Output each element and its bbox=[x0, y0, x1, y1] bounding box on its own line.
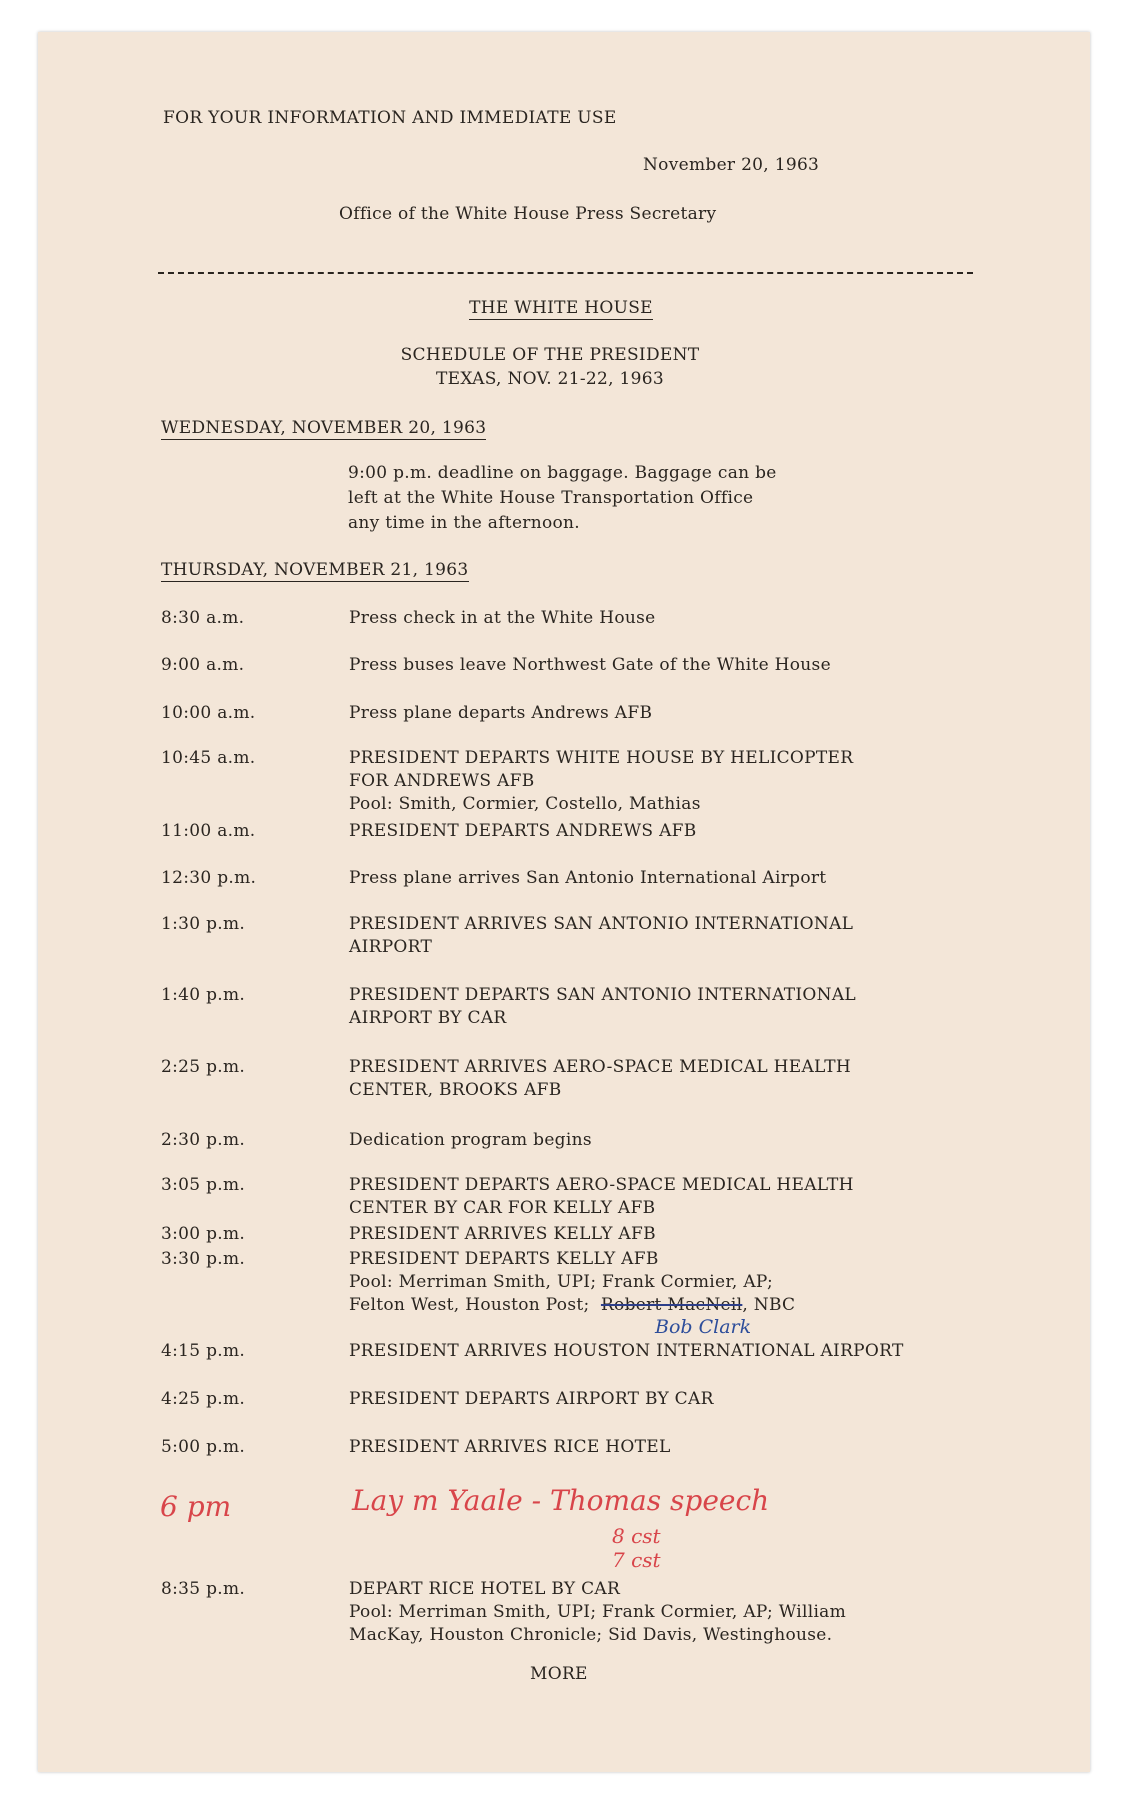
schedule-time: 4:25 p.m. bbox=[161, 1389, 246, 1409]
schedule-time: 1:40 p.m. bbox=[161, 985, 246, 1005]
schedule-event-line: PRESIDENT DEPARTS SAN ANTONIO INTERNATIONAL bbox=[349, 985, 857, 1005]
schedule-event-line: PRESIDENT DEPARTS AIRPORT BY CAR bbox=[349, 1389, 714, 1409]
schedule-event-line: Press check in at the White House bbox=[349, 608, 656, 628]
schedule-event-line: PRESIDENT DEPARTS ANDREWS AFB bbox=[349, 821, 697, 841]
schedule-time: 12:30 p.m. bbox=[161, 868, 257, 888]
schedule-event-line: Dedication program begins bbox=[349, 1130, 592, 1150]
schedule-event-line: PRESIDENT ARRIVES SAN ANTONIO INTERNATIONAL bbox=[349, 914, 854, 934]
schedule-event-line: PRESIDENT DEPARTS KELLY AFB bbox=[349, 1249, 659, 1269]
more-label: MORE bbox=[530, 1664, 588, 1684]
handwritten-tz-7: 7 cst bbox=[612, 1548, 661, 1572]
schedule-time: 3:30 p.m. bbox=[161, 1249, 246, 1269]
schedule-event-line: Pool: Smith, Cormier, Costello, Mathias bbox=[349, 794, 701, 814]
schedule-event-line: AIRPORT bbox=[349, 937, 433, 957]
org-heading: THE WHITE HOUSE bbox=[469, 298, 653, 318]
schedule-time: 3:05 p.m. bbox=[161, 1175, 246, 1195]
schedule-time: 8:35 p.m. bbox=[161, 1579, 246, 1599]
schedule-time: 3:00 p.m. bbox=[161, 1224, 246, 1244]
schedule-event-line: PRESIDENT ARRIVES RICE HOTEL bbox=[349, 1437, 671, 1457]
schedule-event-line: FOR ANDREWS AFB bbox=[349, 771, 535, 791]
dashed-divider bbox=[158, 272, 973, 274]
schedule-time: 2:25 p.m. bbox=[161, 1057, 246, 1077]
schedule-event-line: MacKay, Houston Chronicle; Sid Davis, Westinghouse. bbox=[349, 1625, 833, 1645]
schedule-event-line: AIRPORT BY CAR bbox=[349, 1008, 507, 1028]
schedule-event-line: PRESIDENT DEPARTS WHITE HOUSE BY HELICOPTER bbox=[349, 748, 854, 768]
schedule-event-line: CENTER BY CAR FOR KELLY AFB bbox=[349, 1198, 656, 1218]
handwritten-replacement-name: Bob Clark bbox=[655, 1316, 752, 1338]
schedule-time: 10:00 a.m. bbox=[161, 703, 256, 723]
schedule-event-line: Press plane arrives San Antonio International Airport bbox=[349, 868, 827, 888]
wednesday-note-line: left at the White House Transportation Office bbox=[348, 488, 754, 508]
org-heading-wrap bbox=[0, 298, 1122, 318]
schedule-time: 8:30 a.m. bbox=[161, 608, 245, 628]
schedule-subtitle: TEXAS, NOV. 21-22, 1963 bbox=[436, 369, 664, 389]
schedule-time: 9:00 a.m. bbox=[161, 655, 245, 675]
pool-line-prefix: Felton West, Houston Post; bbox=[349, 1295, 590, 1315]
handwritten-time: 6 pm bbox=[160, 1490, 232, 1523]
schedule-time: 2:30 p.m. bbox=[161, 1130, 246, 1150]
pool-line-suffix: , NBC bbox=[742, 1295, 796, 1315]
schedule-event-line: Pool: Merriman Smith, UPI; Frank Cormier, AP; bbox=[349, 1272, 774, 1292]
schedule-event-line: PRESIDENT DEPARTS AERO-SPACE MEDICAL HEALTH bbox=[349, 1175, 854, 1195]
notice-line: FOR YOUR INFORMATION AND IMMEDIATE USE bbox=[163, 108, 617, 128]
schedule-time: 5:00 p.m. bbox=[161, 1437, 246, 1457]
handwritten-tz-8: 8 cst bbox=[612, 1524, 661, 1548]
office-line: Office of the White House Press Secretary bbox=[339, 204, 717, 224]
schedule-event-line: PRESIDENT ARRIVES HOUSTON INTERNATIONAL AIRPORT bbox=[349, 1341, 904, 1361]
schedule-event-line: PRESIDENT ARRIVES AERO-SPACE MEDICAL HEALTH bbox=[349, 1057, 852, 1077]
thursday-heading: THURSDAY, NOVEMBER 21, 1963 bbox=[161, 560, 469, 580]
wednesday-note-line: any time in the afternoon. bbox=[348, 513, 580, 533]
schedule-event-line: Pool: Merriman Smith, UPI; Frank Cormier, AP; William bbox=[349, 1602, 847, 1622]
pool-line bbox=[349, 1295, 795, 1315]
schedule-time: 11:00 a.m. bbox=[161, 821, 256, 841]
schedule-event-line: CENTER, BROOKS AFB bbox=[349, 1080, 562, 1100]
schedule-event-line: Press plane departs Andrews AFB bbox=[349, 703, 653, 723]
document-date: November 20, 1963 bbox=[643, 155, 820, 175]
schedule-event-line: PRESIDENT ARRIVES KELLY AFB bbox=[349, 1224, 656, 1244]
wednesday-heading: WEDNESDAY, NOVEMBER 20, 1963 bbox=[161, 418, 487, 438]
schedule-event-line: DEPART RICE HOTEL BY CAR bbox=[349, 1579, 621, 1599]
schedule-title: SCHEDULE OF THE PRESIDENT bbox=[400, 345, 700, 365]
schedule-time: 1:30 p.m. bbox=[161, 914, 246, 934]
schedule-time: 4:15 p.m. bbox=[161, 1341, 246, 1361]
schedule-event-line: Press buses leave Northwest Gate of the White House bbox=[349, 655, 831, 675]
handwritten-event: Lay m Yaale - Thomas speech bbox=[352, 1484, 770, 1517]
wednesday-note-line: 9:00 p.m. deadline on baggage. Baggage can be bbox=[348, 463, 777, 483]
struck-name: Robert MacNeil bbox=[600, 1295, 743, 1315]
schedule-time: 10:45 a.m. bbox=[161, 748, 256, 768]
